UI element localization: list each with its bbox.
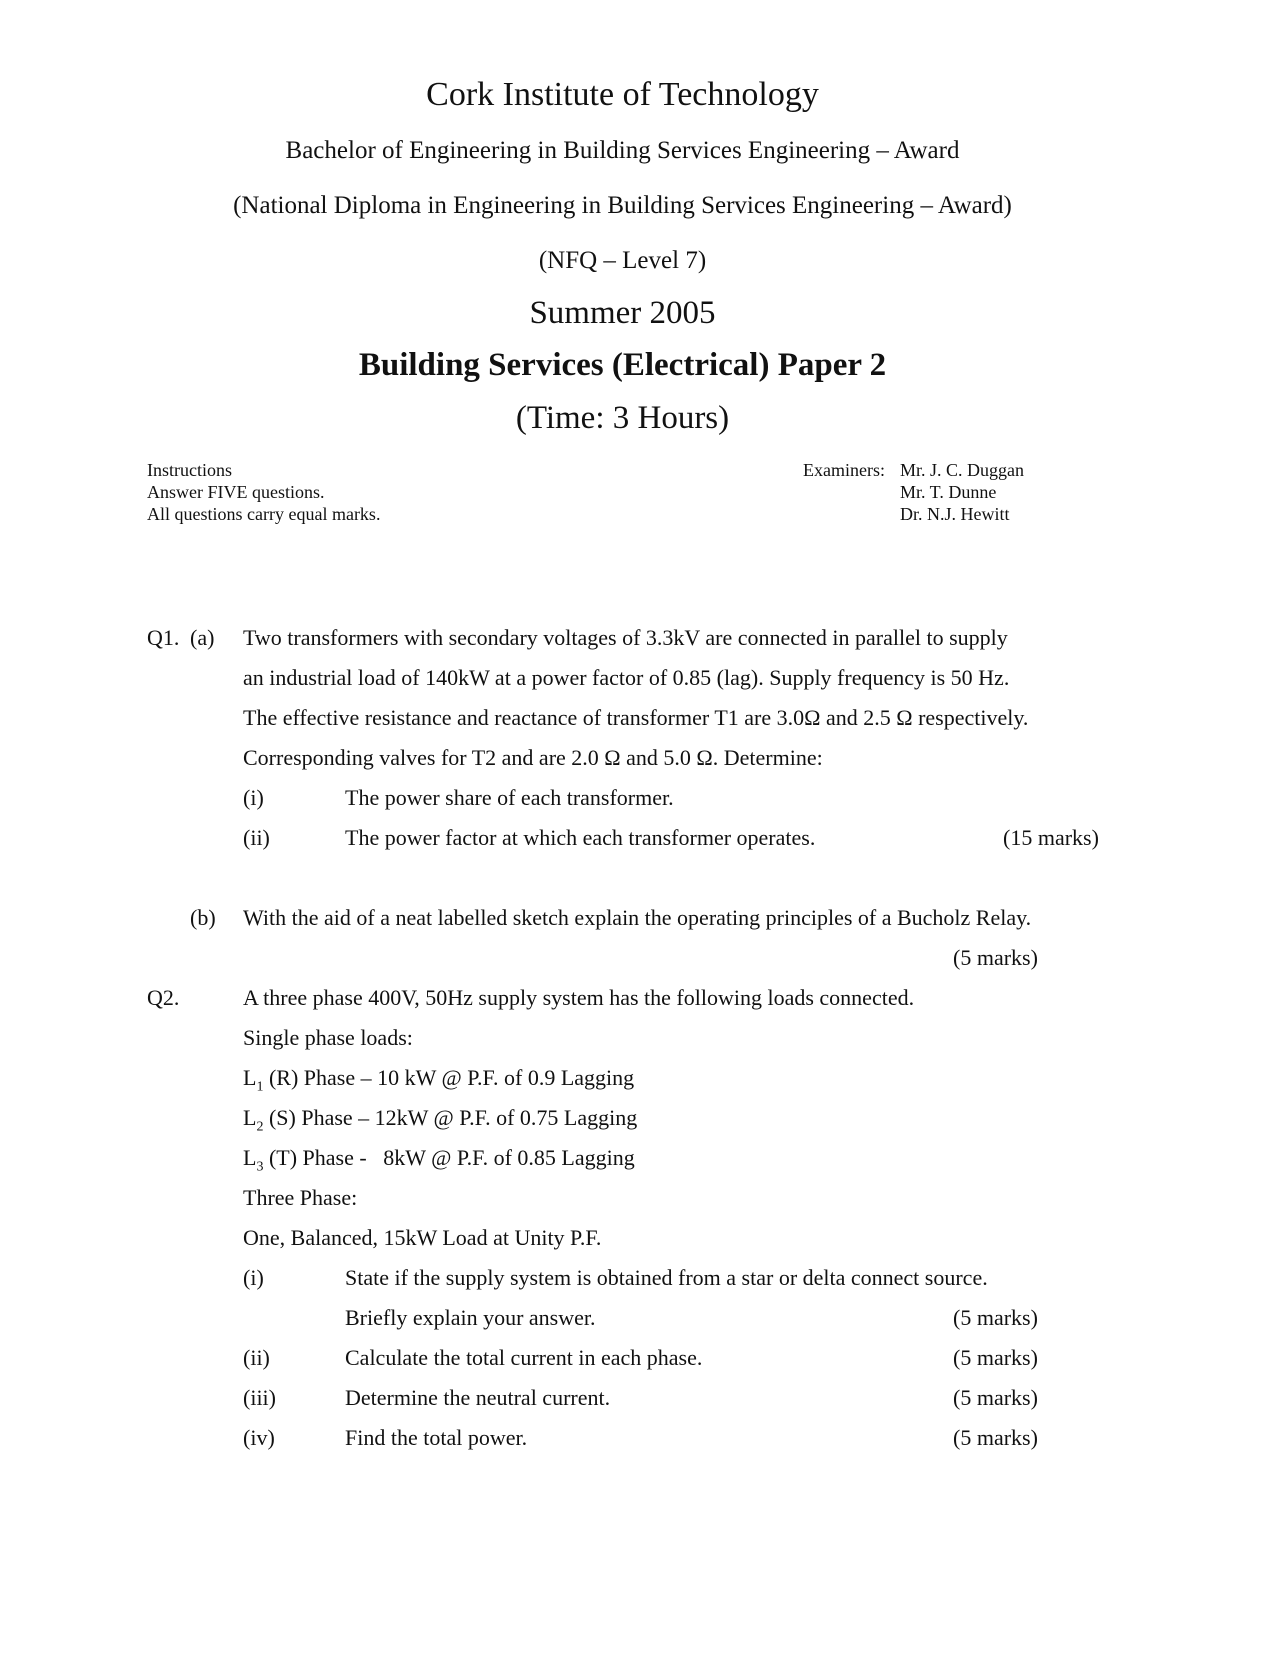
part-label: (b)	[190, 905, 216, 930]
instructions-heading: Instructions	[147, 460, 232, 480]
marks-label: (15 marks)	[1003, 825, 1099, 850]
subpart-label: (i)	[243, 1265, 264, 1290]
q1b-text: With the aid of a neat labelled sketch explain the operating principles of a Bucholz Relay.	[243, 905, 1032, 930]
load-text: (S) Phase – 12kW @ P.F. of 0.75 Lagging	[263, 1105, 638, 1130]
question-number: Q2.	[147, 985, 180, 1010]
instructions-line: All questions carry equal marks.	[147, 504, 381, 524]
subpart-text: Calculate the total current in each phase.	[345, 1345, 703, 1370]
paper-title: Building Services (Electrical) Paper 2	[358, 347, 887, 383]
subpart-text: State if the supply system is obtained from a star or delta connect source.	[345, 1265, 988, 1290]
examiner-name: Mr. J. C. Duggan	[900, 460, 1025, 480]
question-number: Q1.	[147, 625, 180, 650]
subpart-label: (i)	[243, 785, 264, 810]
examiner-name: Mr. T. Dunne	[900, 482, 997, 502]
examiners-list	[900, 459, 1024, 525]
load-letter: L	[243, 1105, 257, 1130]
instructions-line: Answer FIVE questions.	[147, 482, 325, 502]
marks-label: (5 marks)	[953, 1425, 1038, 1450]
marks-label: (5 marks)	[953, 1305, 1038, 1330]
institution-name: Cork Institute of Technology	[426, 76, 819, 113]
load-subscript: 3	[256, 1159, 264, 1175]
load-letter: L	[243, 1145, 257, 1170]
subpart-label: (ii)	[243, 825, 270, 850]
exam-session: Summer 2005	[529, 295, 716, 331]
examiners-label: Examiners:	[803, 460, 885, 480]
nfq-level: (NFQ – Level 7)	[538, 247, 707, 274]
load-text: (T) Phase - 8kW @ P.F. of 0.85 Lagging	[263, 1145, 635, 1170]
q1a-text	[243, 618, 1028, 778]
diploma-title: (National Diploma in Engineering in Building Services Engineering – Award)	[233, 192, 1012, 219]
three-phase-heading: Three Phase:	[243, 1185, 358, 1210]
question-line: Corresponding valves for T2 and are 2.0 Ω and 5.0 Ω. Determine:	[243, 745, 823, 770]
subpart-text: The power factor at which each transformer operates.	[345, 825, 816, 850]
question-line: Two transformers with secondary voltages of 3.3kV are connected in parallel to supply	[243, 625, 1008, 650]
subpart-text: Briefly explain your answer.	[345, 1305, 596, 1330]
marks-label: (5 marks)	[953, 1345, 1038, 1370]
marks-label: (5 marks)	[953, 945, 1038, 970]
three-phase-load: One, Balanced, 15kW Load at Unity P.F.	[243, 1225, 602, 1250]
part-label: (a)	[190, 625, 215, 650]
load-subscript: 2	[256, 1119, 264, 1135]
question-line: an industrial load of 140kW at a power factor of 0.85 (lag). Supply frequency is 50 Hz.	[243, 665, 1010, 690]
subpart-text: Determine the neutral current.	[345, 1385, 611, 1410]
subpart-label: (iv)	[243, 1425, 275, 1450]
load-text: (R) Phase – 10 kW @ P.F. of 0.9 Lagging	[263, 1065, 635, 1090]
question-line: The effective resistance and reactance of transformer T1 are 3.0Ω and 2.5 Ω respectively.	[243, 705, 1029, 730]
single-phase-heading: Single phase loads:	[243, 1025, 413, 1050]
subpart-label: (ii)	[243, 1345, 270, 1370]
load-letter: L	[243, 1065, 257, 1090]
subpart-text: Find the total power.	[345, 1425, 528, 1450]
subpart-label: (iii)	[243, 1385, 276, 1410]
q2-intro: A three phase 400V, 50Hz supply system has the following loads connected.	[243, 985, 915, 1010]
examiner-name: Dr. N.J. Hewitt	[900, 504, 1010, 524]
exam-duration: (Time: 3 Hours)	[515, 400, 730, 436]
marks-label: (5 marks)	[953, 1385, 1038, 1410]
programme-title: Bachelor of Engineering in Building Services Engineering – Award	[285, 137, 960, 164]
instructions-block	[147, 459, 380, 525]
load-subscript: 1	[256, 1079, 264, 1095]
subpart-text: The power share of each transformer.	[345, 785, 674, 810]
